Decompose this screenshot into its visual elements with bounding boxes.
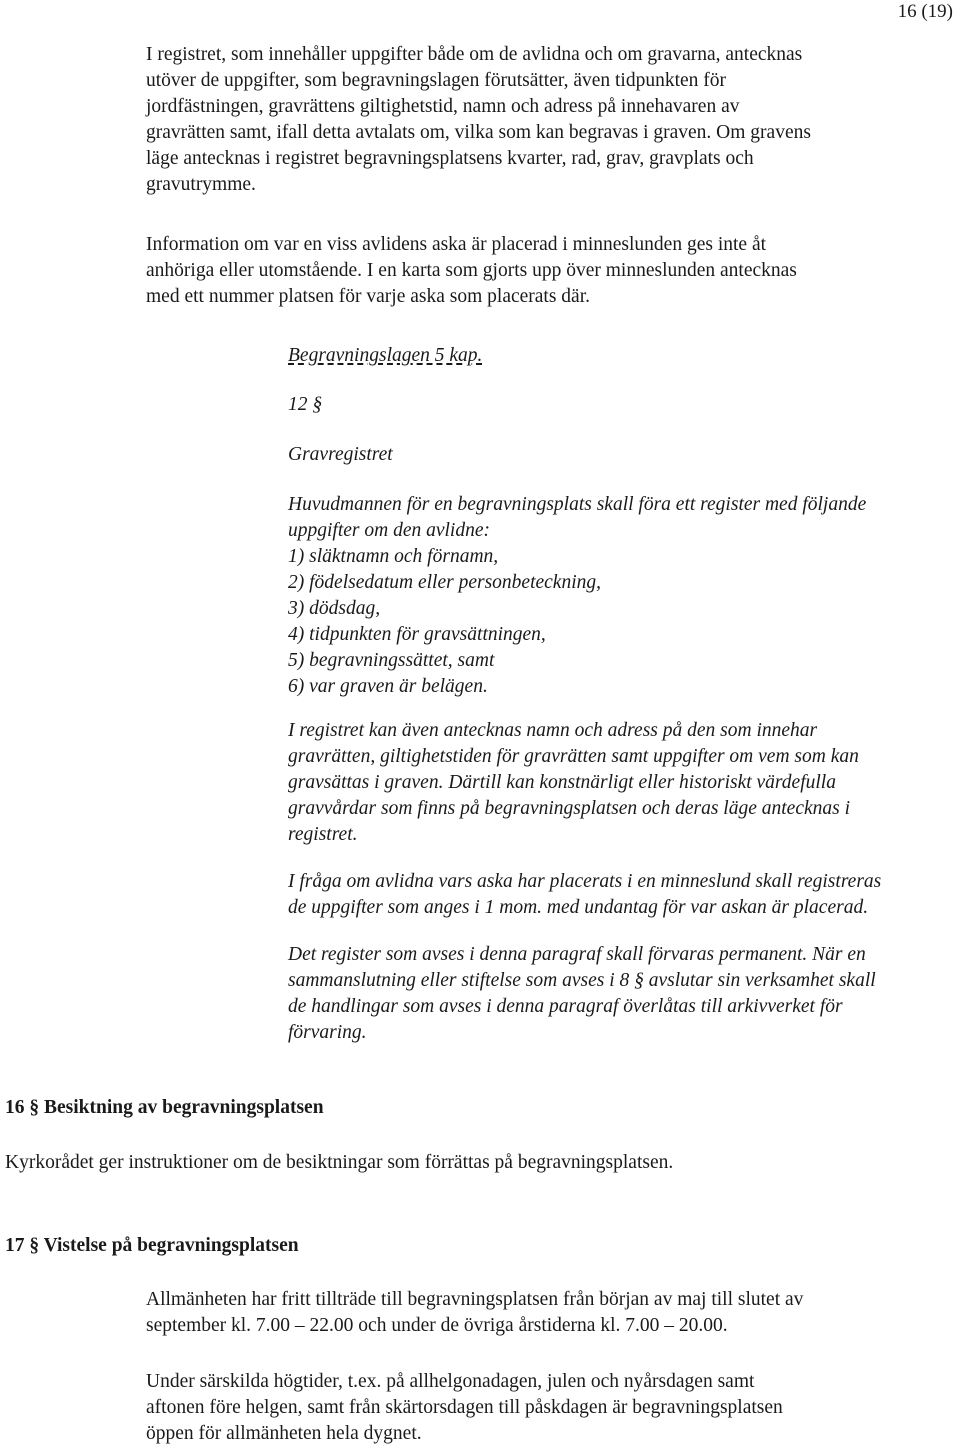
- text-line: I fråga om avlidna vars aska har placerats i en minneslund skall registreras: [288, 871, 882, 892]
- intro-paragraph-2: [146, 232, 956, 310]
- text-line: uppgifter om den avlidne:: [288, 520, 490, 541]
- text-line: de handlingar som avses i denna paragraf överlåtas till arkivverket för: [288, 996, 843, 1017]
- section-17-paragraph-2: [146, 1369, 958, 1447]
- text-line: utöver de uppgifter, som begravningslagen förutsätter, även tidpunkten för: [146, 70, 727, 91]
- section-17-paragraph-1: [146, 1287, 958, 1339]
- text-line: de uppgifter som anges i 1 mom. med undantag för var askan är placerad.: [288, 897, 869, 918]
- law-quote-paragraph-4: [288, 942, 953, 1046]
- text-line: jordfästningen, gravrättens giltighetstid, namn och adress på innehavaren av: [146, 96, 740, 117]
- text-line: sammanslutning eller stiftelse som avses i 8 § avslutar sin verksamhet skall: [288, 970, 876, 991]
- text-line: Allmänheten har fritt tillträde till begravningsplatsen från början av maj till slutet av: [146, 1289, 804, 1310]
- list-item: 6) var graven är belägen.: [288, 676, 488, 697]
- text-line: I registret, som innehåller uppgifter både om de avlidna och om gravarna, antecknas: [146, 44, 803, 65]
- text-line: I registret kan även antecknas namn och adress på den som innehar: [288, 720, 818, 741]
- text-line: gravvårdar som finns på begravningsplatsen och deras läge antecknas i: [288, 798, 851, 819]
- law-title: Gravregistret: [288, 444, 393, 465]
- text-line: gravrätten, giltighetstiden för gravrätten samt uppgifter om vem som kan: [288, 746, 859, 767]
- text-line: Huvudmannen för en begravningsplats skall föra ett register med följande: [288, 494, 867, 515]
- text-line: med ett nummer platsen för varje aska som placerats där.: [146, 286, 591, 307]
- text-line: Information om var en viss avlidens aska är placerad i minneslunden ges inte åt: [146, 234, 767, 255]
- list-item: 2) födelsedatum eller personbeteckning,: [288, 572, 601, 593]
- list-item: 3) dödsdag,: [288, 598, 381, 619]
- text-line: förvaring.: [288, 1022, 367, 1043]
- text-line: aftonen före helgen, samt från skärtorsdagen till påskdagen är begravningsplatsen: [146, 1397, 783, 1418]
- text-line: gravutrymme.: [146, 174, 256, 195]
- text-line: gravrätten samt, ifall detta avtalats om, vilka som kan begravas i graven. Om gravens: [146, 122, 811, 143]
- text-line: Det register som avses i denna paragraf skall förvaras permanent. När en: [288, 944, 866, 965]
- text-line: gravsättas i graven. Därtill kan konstnärligt eller historiskt värdefulla: [288, 772, 836, 793]
- list-item: 4) tidpunkten för gravsättningen,: [288, 624, 546, 645]
- page-number: 16 (19): [897, 1, 953, 22]
- text-line: läge antecknas i registret begravningsplatsens kvarter, rad, grav, gravplats och: [146, 148, 754, 169]
- law-quote-paragraph-1: [288, 492, 953, 700]
- section-16-heading: 16 § Besiktning av begravningsplatsen: [5, 1097, 324, 1118]
- intro-paragraph-1: [146, 42, 956, 198]
- text-line: öppen för allmänheten hela dygnet.: [146, 1423, 422, 1444]
- text-line: Under särskilda högtider, t.ex. på allhelgonadagen, julen och nyårsdagen samt: [146, 1371, 755, 1392]
- list-item: 5) begravningssättet, samt: [288, 650, 495, 671]
- law-quote-paragraph-2: [288, 718, 953, 848]
- law-reference: Begravningslagen 5 kap.: [288, 345, 483, 366]
- text-line: anhöriga eller utomstående. I en karta som gjorts upp över minneslunden antecknas: [146, 260, 797, 281]
- text-line: registret.: [288, 824, 358, 845]
- law-quote-paragraph-3: [288, 869, 958, 921]
- list-item: 1) släktnamn och förnamn,: [288, 546, 499, 567]
- law-paragraph-number: 12 §: [288, 394, 323, 415]
- section-16-body: Kyrkorådet ger instruktioner om de besiktningar som förrättas på begravningsplatsen.: [5, 1152, 674, 1173]
- section-17-heading: 17 § Vistelse på begravningsplatsen: [5, 1235, 299, 1256]
- text-line: september kl. 7.00 – 22.00 och under de övriga årstiderna kl. 7.00 – 20.00.: [146, 1315, 728, 1336]
